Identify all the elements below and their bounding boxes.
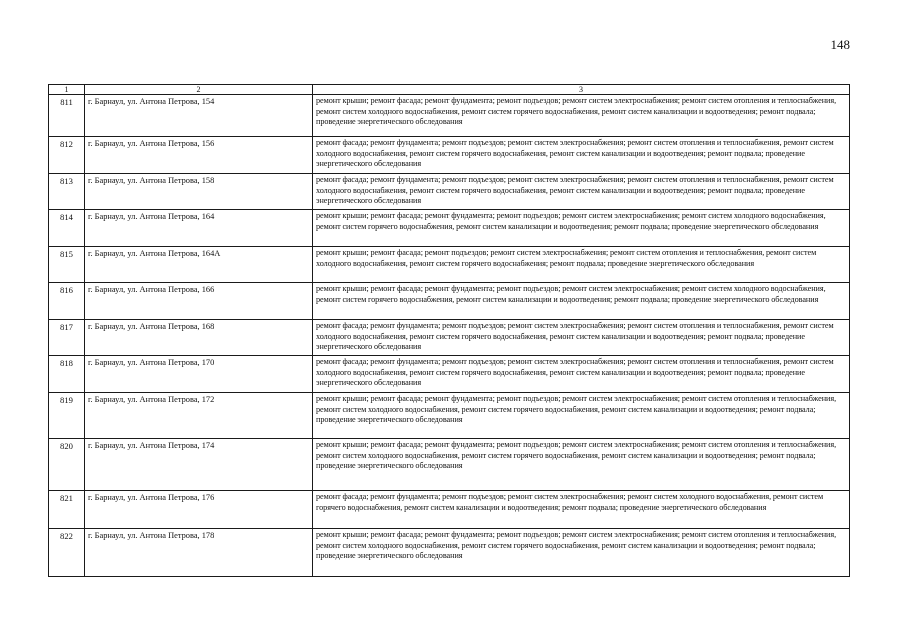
row-address: г. Барнаул, ул. Антона Петрова, 166	[85, 283, 313, 320]
page-number: 148	[830, 37, 850, 52]
row-address: г. Барнаул, ул. Антона Петрова, 164А	[85, 247, 313, 283]
row-works: ремонт крыши; ремонт фасада; ремонт фундамента; ремонт подъездов; ремонт систем электроснабжения; ремонт систем отопления и теплоснабжения, ремонт систем холодного водоснабжения, ремонт систем горячего водоснабжения, ремонт систем канализации и водоотведения; ремонт подвала; проведение энергетического обследования	[313, 529, 850, 577]
table-row	[49, 174, 850, 210]
row-number: 814	[49, 210, 85, 247]
row-number: 812	[49, 137, 85, 174]
row-works: ремонт крыши; ремонт фасада; ремонт подъездов; ремонт систем электроснабжения; ремонт систем отопления и теплоснабжения, ремонт систем холодного водоснабжения, ремонт систем горячего водоснабжения; ремонт подвала; проведение энергетического обследования	[313, 247, 850, 283]
row-number: 820	[49, 439, 85, 491]
table-row	[49, 320, 850, 356]
row-address: г. Барнаул, ул. Антона Петрова, 158	[85, 174, 313, 210]
column-header-3: 3	[313, 85, 850, 95]
row-works: ремонт фасада; ремонт фундамента; ремонт подъездов; ремонт систем электроснабжения; ремонт систем отопления и теплоснабжения, ремонт систем холодного водоснабжения, ремонт систем горячего водоснабжения, ремонт систем канализации и водоотведения; ремонт подвала; проведение энергетического обследования	[313, 320, 850, 356]
row-works: ремонт фасада; ремонт фундамента; ремонт подъездов; ремонт систем электроснабжения; ремонт систем холодного водоснабжения, ремонт систем горячего водоснабжения, ремонт систем канализации и водоотведения; ремонт подвала; проведение энергетического обследования	[313, 491, 850, 529]
table-row	[49, 95, 850, 137]
table-row	[49, 439, 850, 491]
table-body	[49, 95, 850, 577]
row-number: 811	[49, 95, 85, 137]
row-address: г. Барнаул, ул. Антона Петрова, 170	[85, 356, 313, 393]
table-row	[49, 393, 850, 439]
row-number: 815	[49, 247, 85, 283]
table-row	[49, 210, 850, 247]
row-number: 818	[49, 356, 85, 393]
row-works: ремонт крыши; ремонт фасада; ремонт фундамента; ремонт подъездов; ремонт систем электроснабжения; ремонт систем холодного водоснабжения, ремонт систем горячего водоснабжения, ремонт систем канализации и водоотведения; ремонт подвала; проведение энергетического обследования	[313, 210, 850, 247]
row-address: г. Барнаул, ул. Антона Петрова, 154	[85, 95, 313, 137]
table-row	[49, 283, 850, 320]
row-address: г. Барнаул, ул. Антона Петрова, 168	[85, 320, 313, 356]
works-register-table	[48, 84, 850, 577]
row-works: ремонт крыши; ремонт фасада; ремонт фундамента; ремонт подъездов; ремонт систем электроснабжения; ремонт систем отопления и теплоснабжения, ремонт систем холодного водоснабжения, ремонт систем горячего водоснабжения, ремонт систем канализации и водоотведения; ремонт подвала; проведение энергетического обследования	[313, 393, 850, 439]
row-address: г. Барнаул, ул. Антона Петрова, 178	[85, 529, 313, 577]
row-address: г. Барнаул, ул. Антона Петрова, 164	[85, 210, 313, 247]
row-address: г. Барнаул, ул. Антона Петрова, 156	[85, 137, 313, 174]
row-works: ремонт крыши; ремонт фасада; ремонт фундамента; ремонт подъездов; ремонт систем электроснабжения; ремонт систем отопления и теплоснабжения, ремонт систем холодного водоснабжения, ремонт систем горячего водоснабжения, ремонт систем канализации и водоотведения; ремонт подвала; проведение энергетического обследования	[313, 95, 850, 137]
row-address: г. Барнаул, ул. Антона Петрова, 176	[85, 491, 313, 529]
row-works: ремонт крыши; ремонт фасада; ремонт фундамента; ремонт подъездов; ремонт систем электроснабжения; ремонт систем холодного водоснабжения, ремонт систем горячего водоснабжения, ремонт систем канализации и водоотведения; ремонт подвала; проведение энергетического обследования	[313, 283, 850, 320]
row-works: ремонт фасада; ремонт фундамента; ремонт подъездов; ремонт систем электроснабжения; ремонт систем отопления и теплоснабжения, ремонт систем холодного водоснабжения, ремонт систем горячего водоснабжения, ремонт систем канализации и водоотведения; ремонт подвала; проведение энергетического обследования	[313, 137, 850, 174]
row-address: г. Барнаул, ул. Антона Петрова, 172	[85, 393, 313, 439]
table-row	[49, 491, 850, 529]
row-address: г. Барнаул, ул. Антона Петрова, 174	[85, 439, 313, 491]
row-works: ремонт фасада; ремонт фундамента; ремонт подъездов; ремонт систем электроснабжения; ремонт систем отопления и теплоснабжения, ремонт систем холодного водоснабжения, ремонт систем горячего водоснабжения, ремонт систем канализации и водоотведения; ремонт подвала; проведение энергетического обследования	[313, 356, 850, 393]
column-header-2: 2	[85, 85, 313, 95]
table-row	[49, 356, 850, 393]
row-works: ремонт крыши; ремонт фасада; ремонт фундамента; ремонт подъездов; ремонт систем электроснабжения; ремонт систем отопления и теплоснабжения, ремонт систем холодного водоснабжения, ремонт систем горячего водоснабжения, ремонт систем канализации и водоотведения; ремонт подвала; проведение энергетического обследования	[313, 439, 850, 491]
table-row	[49, 529, 850, 577]
row-number: 817	[49, 320, 85, 356]
column-header-1: 1	[49, 85, 85, 95]
row-number: 819	[49, 393, 85, 439]
header-row	[49, 85, 850, 95]
table-row	[49, 247, 850, 283]
row-number: 816	[49, 283, 85, 320]
row-number: 821	[49, 491, 85, 529]
table-header	[49, 85, 850, 95]
row-number: 813	[49, 174, 85, 210]
table-row	[49, 137, 850, 174]
row-works: ремонт фасада; ремонт фундамента; ремонт подъездов; ремонт систем электроснабжения; ремонт систем отопления и теплоснабжения, ремонт систем холодного водоснабжения, ремонт систем горячего водоснабжения, ремонт систем канализации и водоотведения; ремонт подвала; проведение энергетического обследования	[313, 174, 850, 210]
row-number: 822	[49, 529, 85, 577]
